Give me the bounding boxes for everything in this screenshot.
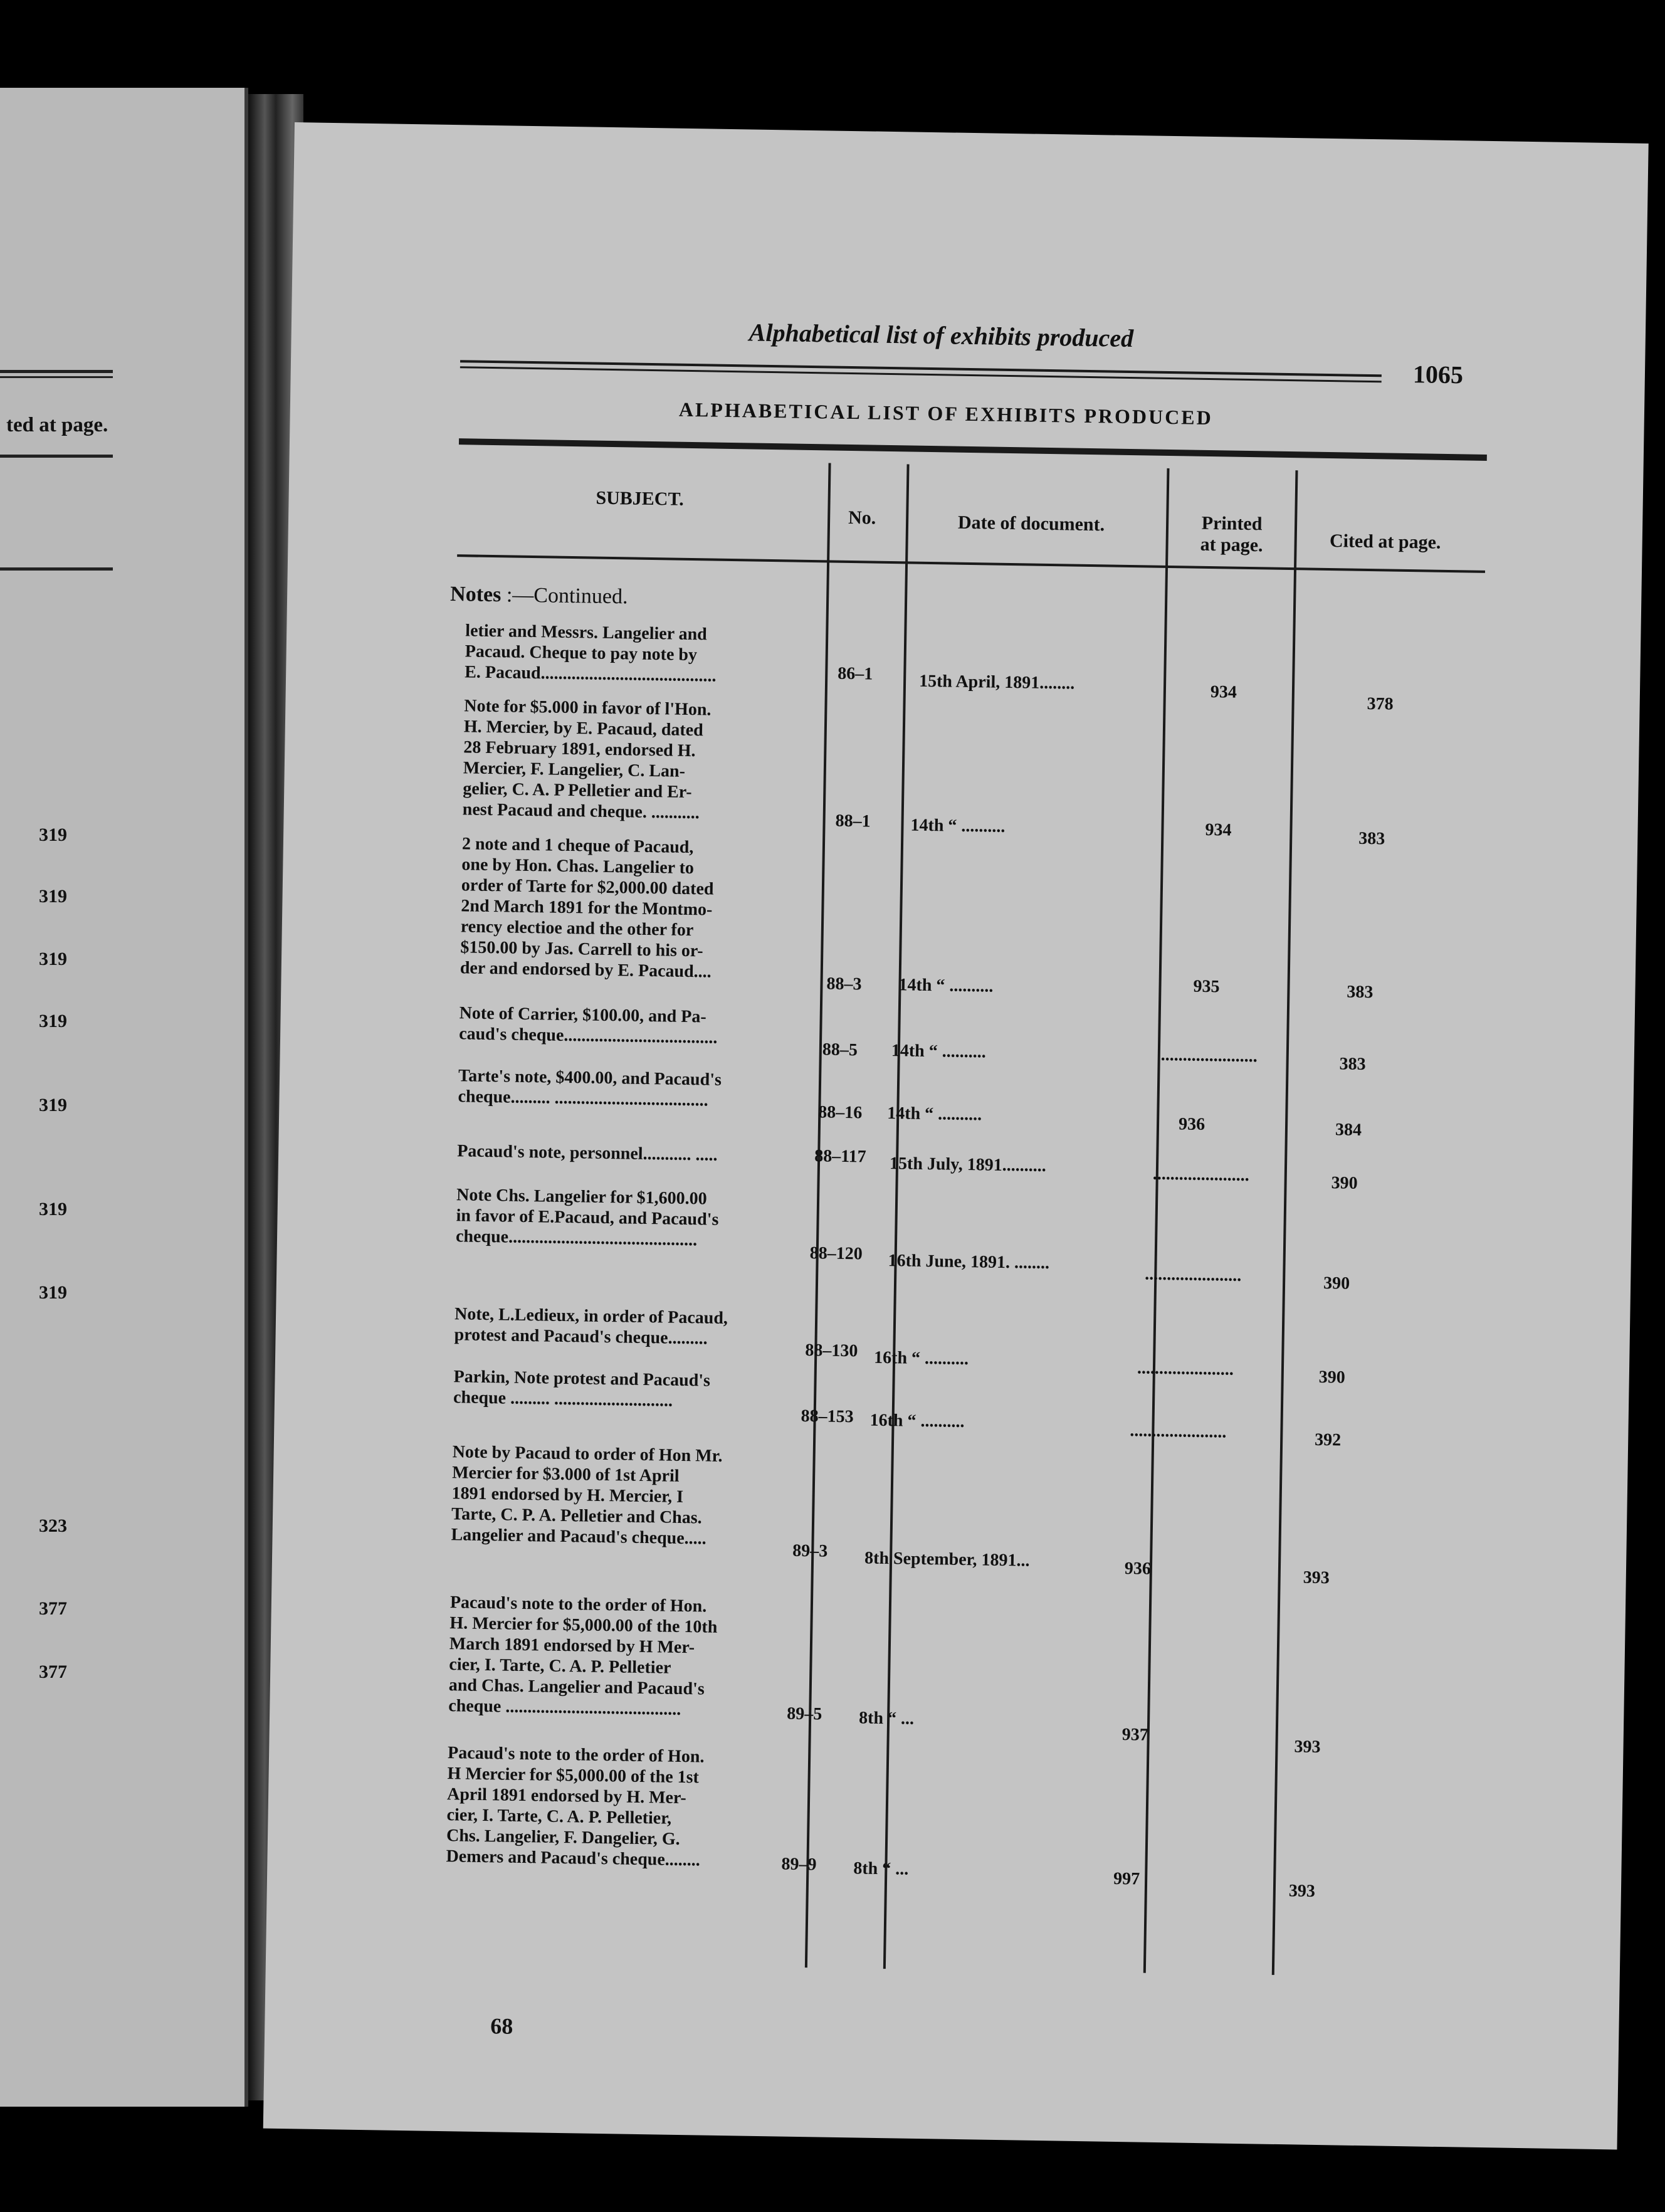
subject-line: der and endorsed by E. Pacaud....	[460, 958, 712, 982]
left-rule-top	[0, 370, 113, 373]
subject-line: Pacaud's note to the order of Hon.	[449, 1593, 707, 1616]
printed-cell: ......................	[1160, 1045, 1258, 1066]
subject-line: nest Pacaud and cheque. ...........	[462, 799, 700, 823]
cited-cell: 383	[1339, 1054, 1366, 1075]
printed-line-2: at page.	[1200, 534, 1263, 556]
subject-cell	[451, 1441, 804, 1551]
left-page-number: 319	[39, 1282, 67, 1303]
subject-line: March 1891 endorsed by H Mer-	[449, 1634, 695, 1658]
subject-line: Parkin, Note protest and Pacaud's	[453, 1367, 711, 1391]
date-cell: 14th “ ..........	[910, 815, 1006, 836]
subject-line: protest and Pacaud's cheque.........	[454, 1325, 708, 1349]
column-header-cited: Cited at page.	[1329, 530, 1441, 553]
footer-signature-number: 68	[490, 2013, 513, 2039]
no-cell: 86–1	[838, 663, 873, 684]
date-cell: 16th June, 1891. ........	[888, 1251, 1050, 1273]
subject-cell	[456, 1184, 807, 1252]
subject-line: H. Mercier, by E. Pacaud, dated	[463, 717, 703, 740]
date-cell: 16th “ ..........	[869, 1410, 965, 1432]
subject-line: H Mercier for $5,000.00 of the 1st	[447, 1764, 700, 1788]
no-cell: 88–120	[809, 1243, 863, 1264]
subject-line: Demers and Pacaud's cheque........	[446, 1846, 701, 1870]
subject-line: cheque ......... ...........................	[453, 1388, 673, 1411]
subject-line: and Chas. Langelier and Pacaud's	[448, 1675, 705, 1699]
subject-line: Langelier and Pacaud's cheque.....	[451, 1525, 706, 1549]
subject-cell	[465, 620, 816, 688]
left-page-number: 377	[39, 1598, 67, 1619]
no-cell: 89–9	[781, 1854, 817, 1875]
subject-line: cier, I. Tarte, C. A. P. Pelletier	[449, 1655, 671, 1678]
printed-cell: 997	[1113, 1868, 1140, 1889]
column-header-subject: SUBJECT.	[596, 487, 685, 510]
printed-cell: 934	[1210, 682, 1237, 702]
no-cell: 88–5	[822, 1040, 858, 1060]
subject-line: 1891 endorsed by H. Mercier, I	[451, 1483, 684, 1507]
left-facing-page	[0, 88, 248, 2107]
date-cell: 14th “ ..........	[891, 1041, 986, 1062]
running-head: Alphabetical list of exhibits produced	[748, 318, 1134, 353]
section-heading-rest: :—Continued.	[501, 583, 628, 609]
printed-line-1: Printed	[1201, 512, 1263, 535]
cited-cell: 383	[1358, 828, 1385, 849]
subject-line: Note Chs. Langelier for $1,600.00	[456, 1185, 707, 1209]
cited-cell: 393	[1294, 1737, 1321, 1757]
left-rule-head	[0, 567, 113, 571]
left-page-number: 319	[39, 1199, 67, 1219]
subject-line: April 1891 endorsed by H. Mer-	[446, 1784, 686, 1808]
section-heading	[450, 582, 628, 609]
printed-cell: 937	[1121, 1725, 1149, 1745]
cited-cell: 390	[1318, 1367, 1346, 1388]
subject-line: caud's cheque...................................	[458, 1024, 718, 1048]
no-cell: 88–117	[814, 1146, 866, 1167]
left-page-number: 319	[39, 949, 67, 969]
section-heading-bold: Notes	[449, 582, 502, 607]
column-header-printed	[1178, 512, 1285, 557]
subject-line: cheque......... ...................................	[458, 1087, 708, 1110]
printed-cell: 935	[1193, 976, 1220, 997]
subject-line: one by Hon. Chas. Langelier to	[461, 855, 695, 878]
left-page-number: 319	[39, 886, 67, 907]
subject-line: gelier, C. A. P Pelletier and Er-	[463, 779, 692, 803]
left-rule-mid	[0, 455, 113, 458]
printed-cell: ......................	[1152, 1164, 1250, 1186]
cited-cell: 390	[1331, 1173, 1358, 1193]
cited-cell: 383	[1347, 982, 1373, 1003]
subject-line: 2 note and 1 cheque of Pacaud,	[461, 834, 694, 858]
cited-cell: 378	[1367, 693, 1394, 714]
subject-line: Mercier, F. Langelier, C. Lan-	[463, 758, 686, 781]
cited-cell: 384	[1335, 1120, 1362, 1140]
printed-cell: ......................	[1137, 1358, 1234, 1379]
subject-line: Note by Pacaud to order of Hon Mr.	[452, 1442, 723, 1466]
cited-cell: 390	[1323, 1273, 1350, 1293]
subject-line: Pacaud. Cheque to pay note by	[465, 641, 698, 665]
subject-line: 28 February 1891, endorsed H.	[463, 737, 696, 761]
left-rule-top2	[0, 376, 113, 378]
left-page-header-fragment: ted at page.	[6, 414, 108, 436]
subject-line: H. Mercier for $5,000.00 of the 10th	[449, 1613, 718, 1637]
subject-line: Pacaud's note to the order of Hon.	[447, 1743, 705, 1767]
subject-cell	[448, 1592, 801, 1722]
subject-cell	[463, 695, 816, 825]
cited-cell: 392	[1314, 1430, 1342, 1450]
cited-cell: 393	[1288, 1881, 1316, 1901]
no-cell: 89–5	[786, 1704, 822, 1724]
subject-cell	[454, 1304, 806, 1351]
subject-line: letier and Messrs. Langelier and	[465, 621, 708, 645]
no-cell: 88–153	[801, 1406, 854, 1427]
table-head-rule	[457, 554, 1485, 573]
date-cell: 16th “ ..........	[873, 1347, 969, 1369]
left-page-number: 323	[39, 1515, 67, 1536]
printed-cell: ......................	[1130, 1421, 1227, 1442]
subject-line: Note of Carrier, $100.00, and Pa-	[459, 1003, 706, 1027]
subject-line: cier, I. Tarte, C. A. P. Pelletier,	[446, 1805, 672, 1828]
subject-line: Note for $5.000 in favor of l'Hon.	[464, 696, 712, 720]
subject-line: in favor of E.Pacaud, and Pacaud's	[456, 1206, 719, 1230]
column-header-no: No.	[848, 507, 876, 529]
left-page-number: 319	[39, 1095, 67, 1115]
printed-cell: ......................	[1145, 1264, 1242, 1285]
left-page-number: 319	[39, 824, 67, 845]
date-cell: 8th “ ...	[853, 1858, 909, 1879]
left-page-number: 319	[39, 1011, 67, 1031]
cited-cell: 393	[1303, 1567, 1330, 1588]
no-cell: 89–3	[792, 1540, 828, 1561]
no-cell: 88–16	[818, 1102, 863, 1123]
subject-line: rency electioe and the other for	[460, 917, 694, 940]
printed-cell: 936	[1178, 1114, 1205, 1135]
date-cell: 14th “ ..........	[898, 975, 994, 996]
subject-cell	[453, 1366, 805, 1413]
page-number: 1065	[1412, 360, 1464, 389]
subject-line: Tarte, C. P. A. Pelletier and Chas.	[451, 1504, 702, 1528]
date-cell: 8th September, 1891...	[864, 1548, 1030, 1571]
subject-cell	[460, 833, 814, 984]
subject-line: Tarte's note, $400.00, and Pacaud's	[458, 1066, 722, 1090]
subject-line: order of Tarte for $2,000.00 dated	[461, 875, 714, 899]
subject-cell	[446, 1742, 799, 1872]
no-cell: 88–1	[835, 811, 871, 831]
table-top-rule	[459, 438, 1487, 461]
date-cell: 15th July, 1891..........	[889, 1154, 1046, 1176]
subject-line: $150.00 by Jas. Carrell to his or-	[460, 937, 703, 961]
list-title: ALPHABETICAL LIST OF EXHIBITS PRODUCED	[678, 398, 1214, 429]
subject-line: 2nd March 1891 for the Montmo-	[461, 896, 713, 920]
subject-line: Mercier for $3.000 of 1st April	[451, 1463, 680, 1486]
printed-cell: 936	[1124, 1559, 1152, 1579]
column-divider-3	[1143, 468, 1170, 1973]
subject-line: Chs. Langelier, F. Dangelier, G.	[446, 1826, 680, 1849]
no-cell: 88–3	[826, 974, 862, 994]
no-cell: 88–130	[805, 1340, 858, 1361]
subject-cell	[458, 1065, 809, 1112]
subject-line: cheque...........................................	[455, 1226, 698, 1250]
subject-line: Pacaud's note, personnel........... .....	[457, 1141, 718, 1165]
subject-line: cheque ........................................	[448, 1696, 681, 1719]
date-cell: 14th “ ..........	[887, 1103, 982, 1125]
column-divider-1	[805, 463, 831, 1967]
date-cell: 8th “ ...	[858, 1708, 915, 1729]
date-cell: 15th April, 1891........	[918, 671, 1075, 693]
column-divider-2	[883, 464, 910, 1969]
subject-line: Note, L.Ledieux, in order of Pacaud,	[454, 1304, 728, 1329]
subject-line: E. Pacaud........................................	[465, 662, 717, 686]
left-page-number: 377	[39, 1662, 67, 1682]
printed-cell: 934	[1205, 819, 1232, 840]
subject-cell	[459, 1003, 811, 1050]
column-header-date: Date of document.	[957, 512, 1105, 535]
document-page	[263, 122, 1649, 2150]
subject-cell	[457, 1140, 808, 1167]
